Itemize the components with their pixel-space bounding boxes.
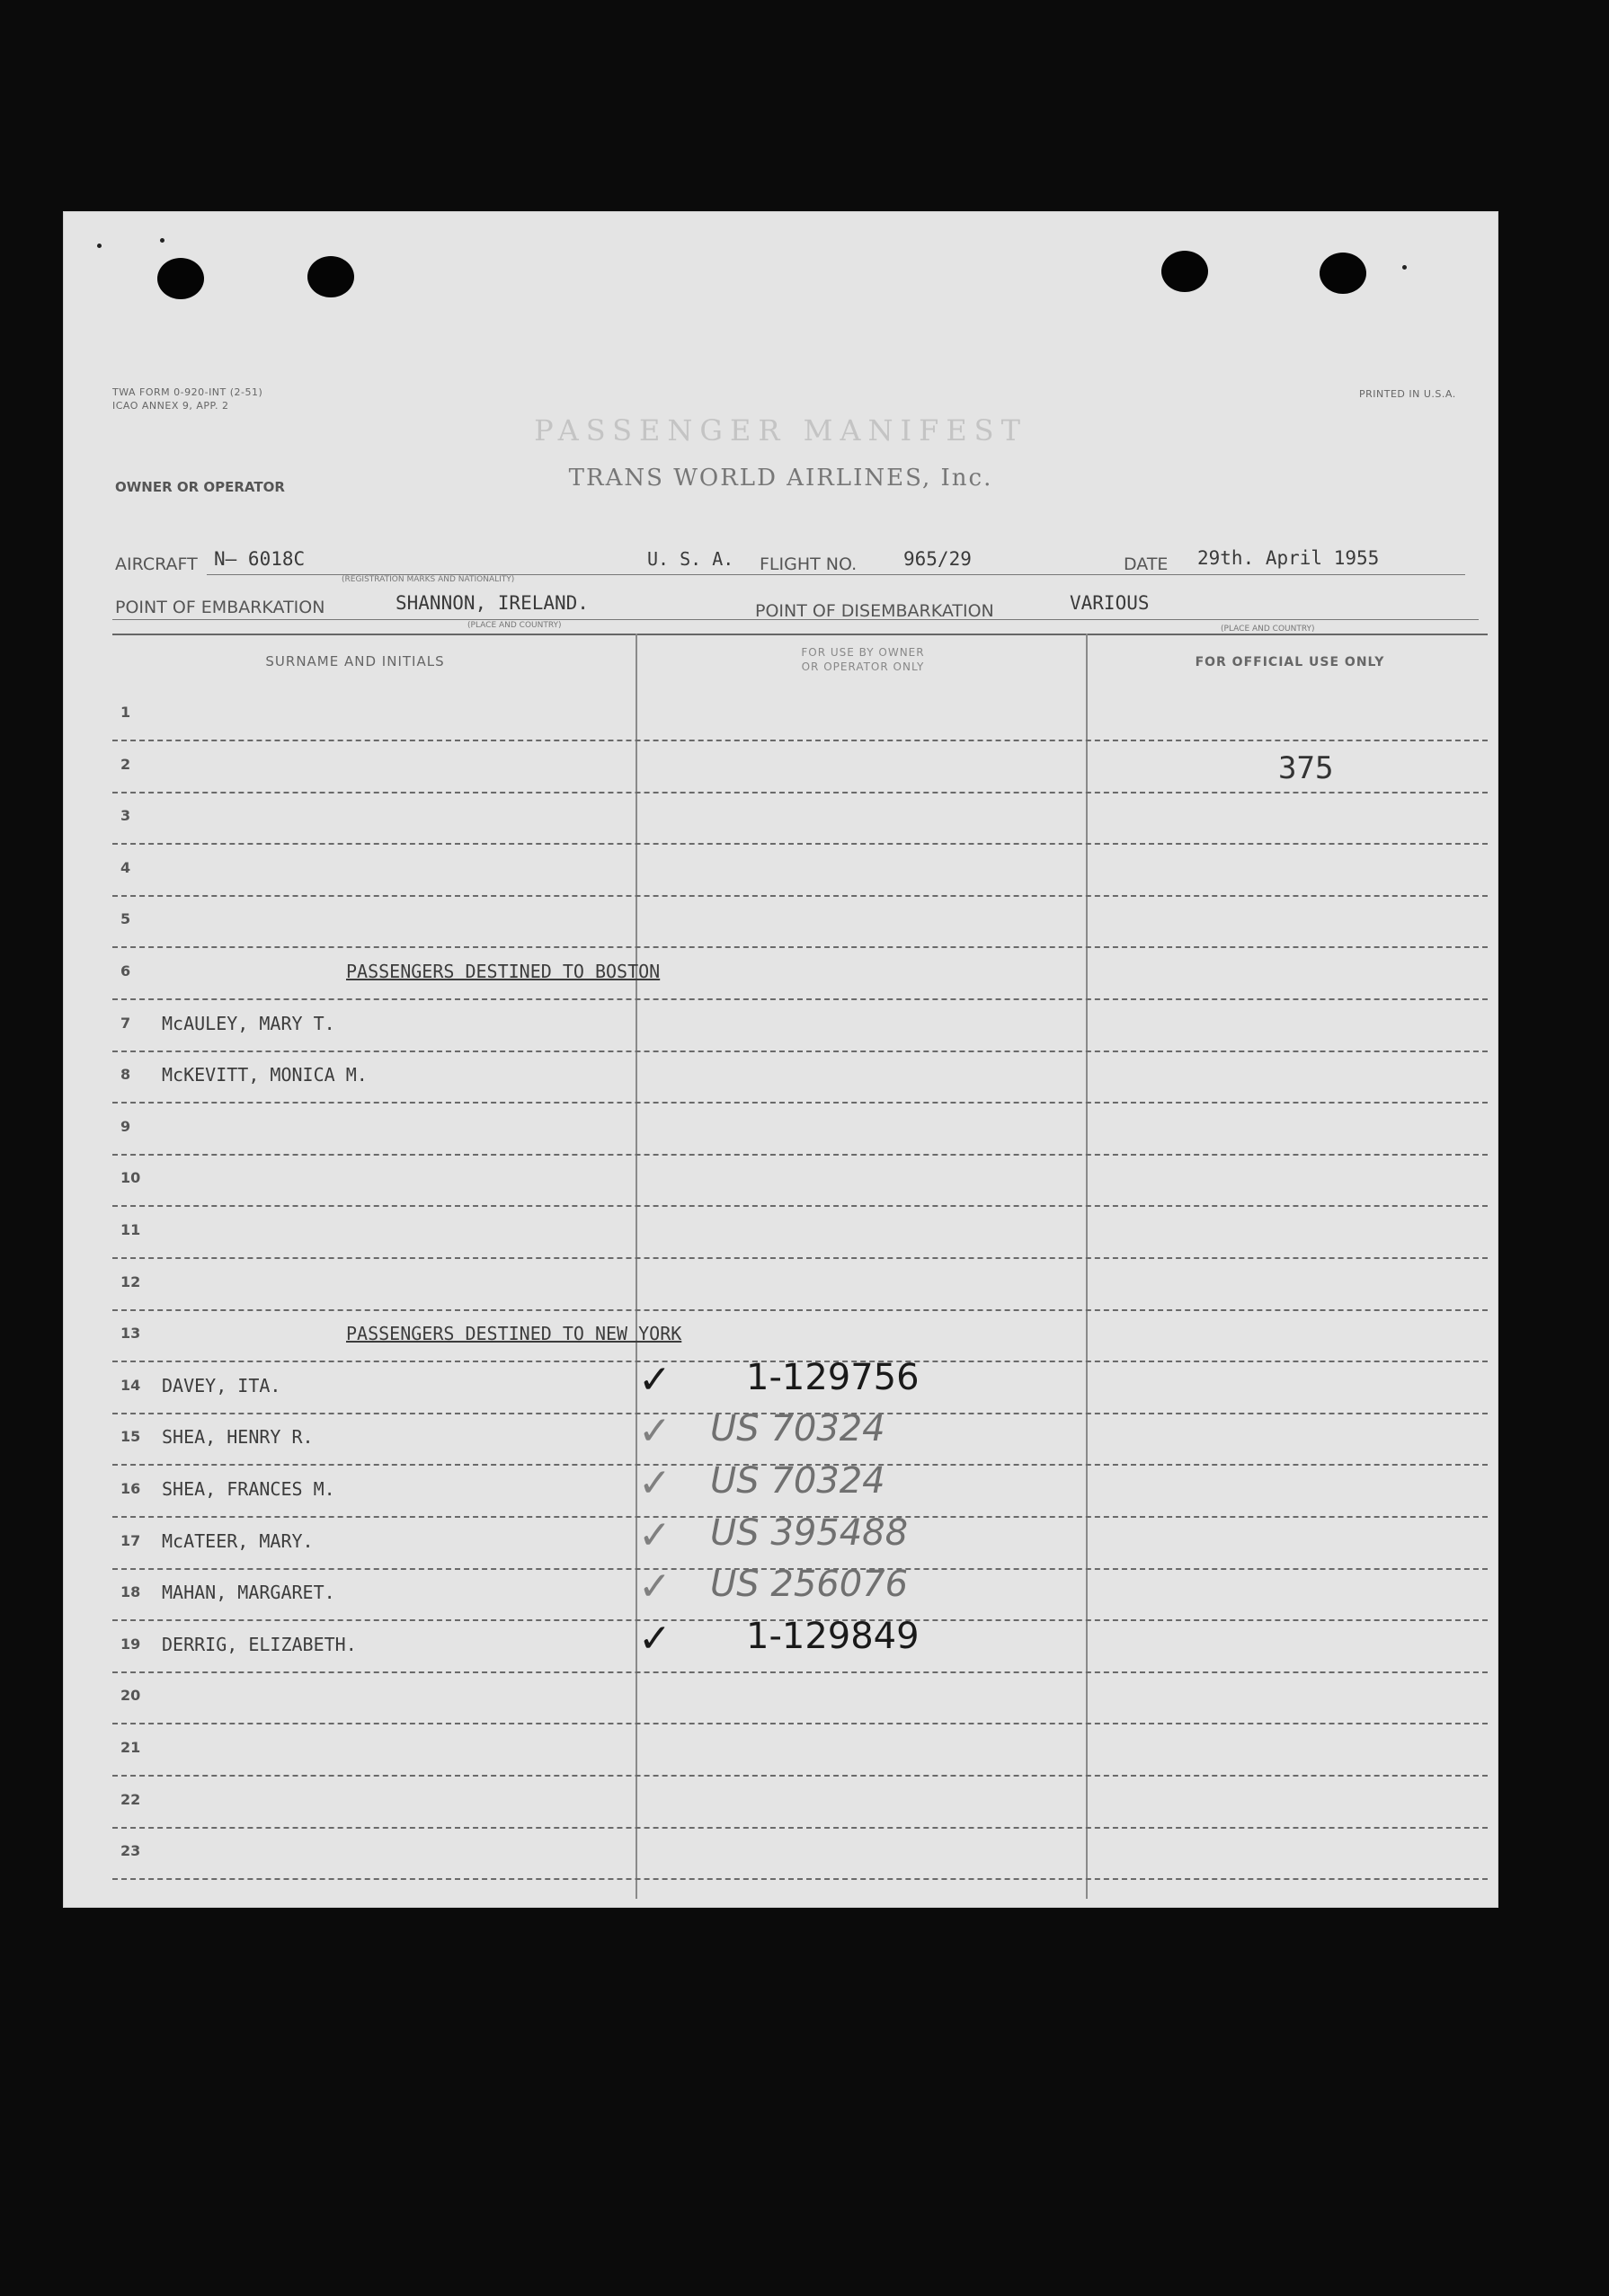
row-number: 8 (120, 1066, 131, 1084)
disembarkation-value: VARIOUS (1070, 592, 1150, 614)
row-rule (112, 1102, 1488, 1104)
ticket-number: 1-129756 (746, 1356, 920, 1398)
check-mark-icon: ✓ (638, 1356, 671, 1403)
row-number: 4 (120, 858, 131, 876)
printed-note: PRINTED IN U.S.A. (1359, 388, 1456, 400)
punch-hole (157, 258, 204, 299)
check-mark-icon: ✓ (638, 1460, 671, 1506)
column-divider (1086, 634, 1088, 1899)
row-rule (112, 1309, 1488, 1311)
row-number: 15 (120, 1428, 141, 1446)
row-number: 18 (120, 1583, 141, 1601)
section-heading: PASSENGERS DESTINED TO BOSTON (346, 961, 661, 982)
row-rule (112, 946, 1488, 948)
column-divider (636, 634, 637, 1899)
manifest-title: PASSENGER MANIFEST (534, 413, 1027, 448)
icao-annex: ICAO ANNEX 9, APP. 2 (112, 400, 229, 412)
form-number: TWA FORM 0-920-INT (2-51) (112, 386, 263, 398)
ticket-number: US 70324 (710, 1408, 885, 1450)
embarkation-value: SHANNON, IRELAND. (396, 592, 589, 614)
punch-hole (1161, 251, 1208, 292)
row-rule (112, 1154, 1488, 1156)
row-number: 20 (120, 1687, 141, 1705)
passenger-name: DAVEY, ITA. (162, 1374, 281, 1396)
speck (1402, 265, 1407, 270)
row-rule (112, 1723, 1488, 1724)
embarkation-caption: (PLACE AND COUNTRY) (467, 621, 562, 630)
disembarkation-label: POINT OF DISEMBARKATION (755, 601, 994, 621)
row-number: 12 (120, 1272, 141, 1290)
check-mark-icon: ✓ (638, 1564, 671, 1610)
ticket-number: US 256076 (710, 1564, 909, 1606)
ticket-number: US 70324 (710, 1460, 885, 1502)
flight-value: 965/29 (903, 548, 972, 570)
table-top-rule (112, 634, 1488, 635)
ticket-number: 1-129849 (746, 1615, 920, 1657)
row-number: 3 (120, 807, 131, 825)
row-number: 21 (120, 1739, 141, 1756)
row-rule (112, 1050, 1488, 1052)
row-rule (112, 895, 1488, 897)
row-number: 23 (120, 1842, 141, 1860)
official-use-heading: FOR OFFICIAL USE ONLY (1195, 655, 1385, 669)
flight-label: FLIGHT NO. (760, 554, 858, 574)
punch-hole (307, 256, 354, 297)
surname-heading: SURNAME AND INITIALS (265, 653, 445, 669)
row-rule (112, 1671, 1488, 1673)
passenger-name: MAHAN, MARGARET. (162, 1582, 335, 1604)
row-rule (112, 792, 1488, 793)
speck (160, 238, 164, 243)
check-mark-icon: ✓ (638, 1615, 671, 1662)
row-number: 11 (120, 1221, 141, 1238)
airline-name: TRANS WORLD AIRLINES, Inc. (568, 465, 993, 492)
passenger-name: McATEER, MARY. (162, 1529, 314, 1552)
row-number: 2 (120, 755, 131, 773)
row-number: 9 (120, 1117, 131, 1135)
check-mark-icon: ✓ (638, 1408, 671, 1455)
row-number: 1 (120, 704, 131, 721)
aircraft-label: AIRCRAFT (115, 554, 198, 574)
row-rule (112, 998, 1488, 1000)
row-number: 17 (120, 1531, 141, 1549)
row-number: 10 (120, 1169, 141, 1187)
check-mark-icon: ✓ (638, 1511, 671, 1558)
disembarkation-caption: (PLACE AND COUNTRY) (1221, 625, 1315, 634)
registration-caption: (REGISTRATION MARKS AND NATIONALITY) (342, 575, 515, 584)
row-rule (112, 1878, 1488, 1880)
embarkation-label: POINT OF EMBARKATION (115, 598, 325, 617)
row-number: 22 (120, 1790, 141, 1808)
date-label: DATE (1124, 554, 1169, 574)
row-number: 14 (120, 1376, 141, 1394)
row-rule (112, 843, 1488, 845)
section-heading: PASSENGERS DESTINED TO NEW YORK (346, 1323, 682, 1345)
passenger-name: SHEA, FRANCES M. (162, 1478, 335, 1500)
aircraft-value: N— 6018C (214, 548, 306, 570)
passenger-name: SHEA, HENRY R. (162, 1426, 314, 1449)
row-number: 5 (120, 910, 131, 928)
row-rule (112, 1257, 1488, 1259)
row-rule (112, 1827, 1488, 1829)
official-number: 375 (1278, 750, 1334, 786)
manifest-page (63, 211, 1498, 1908)
row-rule (112, 1775, 1488, 1777)
row-number: 7 (120, 1014, 131, 1032)
row-number: 16 (120, 1480, 141, 1497)
row-rule (112, 740, 1488, 741)
owner-label: OWNER OR OPERATOR (115, 479, 285, 495)
punch-hole (1320, 253, 1366, 294)
usa-label: U. S. A. (647, 548, 734, 570)
row-number: 19 (120, 1635, 141, 1653)
ticket-number: US 395488 (710, 1511, 909, 1554)
header-rule (207, 574, 1465, 575)
passenger-name: McKEVITT, MONICA M. (162, 1064, 368, 1086)
owner-use-heading-2: OR OPERATOR ONLY (801, 660, 925, 673)
passenger-name: DERRIG, ELIZABETH. (162, 1633, 357, 1655)
row-number: 13 (120, 1325, 141, 1343)
date-value: 29th. April 1955 (1197, 547, 1380, 569)
passenger-name: McAULEY, MARY T. (162, 1012, 335, 1034)
speck (97, 244, 102, 248)
row-rule (112, 1205, 1488, 1207)
owner-use-heading: FOR USE BY OWNER (801, 646, 925, 659)
row-number: 6 (120, 962, 131, 980)
embark-rule (112, 619, 1479, 620)
